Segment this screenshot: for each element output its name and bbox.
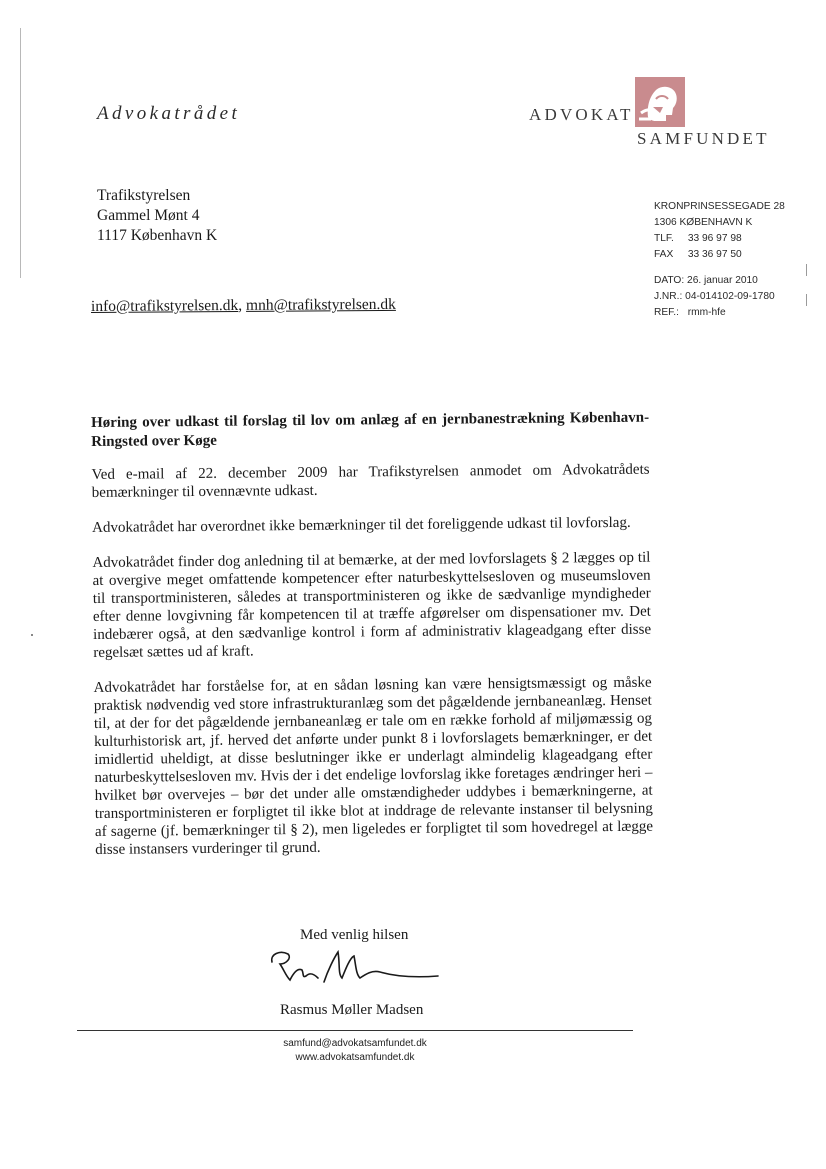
reference (654, 305, 785, 321)
letter-body (91, 409, 653, 876)
recipient-city: 1117 København K (97, 227, 218, 244)
closing-greeting: Med venlig hilsen (300, 927, 409, 943)
sender-phone (654, 231, 785, 247)
handwritten-signature (268, 944, 448, 990)
email-link-info[interactable]: info@trafikstyrelsen.dk (90, 296, 239, 315)
body-paragraph: Ved e-mail af 22. december 2009 har Trafikstyrelsen anmodet om Advokatrådets bemærkninger til ovennævnte udkast. (91, 461, 650, 501)
date-label: DATO: (654, 275, 685, 286)
journal-number (654, 289, 785, 305)
advokatsamfundet-logo-icon (635, 77, 685, 127)
sender-city: 1306 KØBENHAVN K (654, 217, 753, 228)
letter-subject: Høring over udkast til forslag til lov om anlæg af en jernbanestrækning København-Ringsted over Køge (91, 409, 650, 450)
advokat-brand-text: ADVOKAT (529, 105, 634, 124)
body-paragraph: Advokatrådet har forståelse for, at en sådan løsning kan være hensigtsmæssigt og måske praktisk nødvendig ved store infrastrukturanlæg som det pågældende jernbaneanlæg. Henset til, at der for det pågældende jernbaneanlæg er tale om en række forhold af miljømæssig og kulturhistorisk art, jf. herved det anførte under punkt 8 i lovforslagets bemærkninger, er det imidlertid uheldigt, at disse beslutninger ikke er underlagt almindelig klageadgang efter naturbeskyttelsesloven mv. Hvis der i det endelige lovforslag ikke foretages ændringer heri – hvilket bør overvejes – bør det under alle omstændigheder uddybes i bemærkningerne, at transportministeren er forpligtet til ikke blot at inddrage de relevante instanser til belysning af sagerne (jf. bemærkninger til § 2), men ligeledes er forpligtet til som hovedregel at lægge disse instansers vurderinger til grund. (93, 674, 654, 858)
jnr-value: 04-014102-09-1780 (685, 291, 775, 302)
scan-edge-line (20, 28, 21, 278)
footer-website: www.advokatsamfundet.dk (295, 1052, 415, 1063)
recipient-street: Gammel Mønt 4 (97, 207, 200, 224)
sender-info-block (654, 199, 785, 321)
email-link-mnh[interactable]: mnh@trafikstyrelsen.dk (245, 295, 396, 314)
footer-email: samfund@advokatsamfundet.dk (283, 1038, 427, 1049)
jnr-label: J.NR.: (654, 291, 683, 302)
signer-name: Rasmus Møller Madsen (280, 1002, 424, 1018)
footer-divider (77, 1030, 633, 1031)
body-paragraph: Advokatrådet finder dog anledning til at bemærke, at der med lovforslagets § 2 lægges op til at overgive meget omfattende kompetencer efter naturbeskyttelsesloven og museumsloven til transportministeren, således at transportministeren og ikke de sædvanlige myndigheder efter denne lovgivning får kompetencen til at træffe afgørelser om dispensationer mv. Det indebærer også, at den sædvanlige kontrol i form af administrativ klageadgang efter disse regelsæt sættes ud af kraft. (92, 549, 652, 661)
scan-edge-mark (806, 264, 807, 276)
phone-value: 33 96 97 98 (687, 233, 742, 244)
ref-label: REF.: (654, 307, 679, 318)
advokatraadet-brand: Advokatrådet (97, 103, 241, 124)
sender-street: KRONPRINSESSEGADE 28 (654, 201, 785, 212)
scan-speck (31, 634, 33, 636)
phone-label: TLF. (654, 233, 674, 244)
ref-value: rmm-hfe (687, 307, 726, 318)
samfundet-brand-text: SAMFUNDET (637, 129, 770, 148)
sender-fax (654, 247, 785, 263)
recipient-emails (91, 296, 396, 316)
fax-value: 33 36 97 50 (687, 249, 742, 260)
fax-label: FAX (654, 249, 674, 260)
letter-date (654, 273, 785, 289)
footer-contact (270, 1037, 440, 1065)
recipient-address (97, 186, 217, 246)
body-paragraph: Advokatrådet har overordnet ikke bemærkninger til det foreliggende udkast til lovforslag. (92, 514, 631, 536)
recipient-name: Trafikstyrelsen (97, 187, 191, 204)
email-separator: , (238, 296, 247, 314)
date-value: 26. januar 2010 (687, 275, 758, 286)
scan-edge-mark (806, 294, 807, 306)
